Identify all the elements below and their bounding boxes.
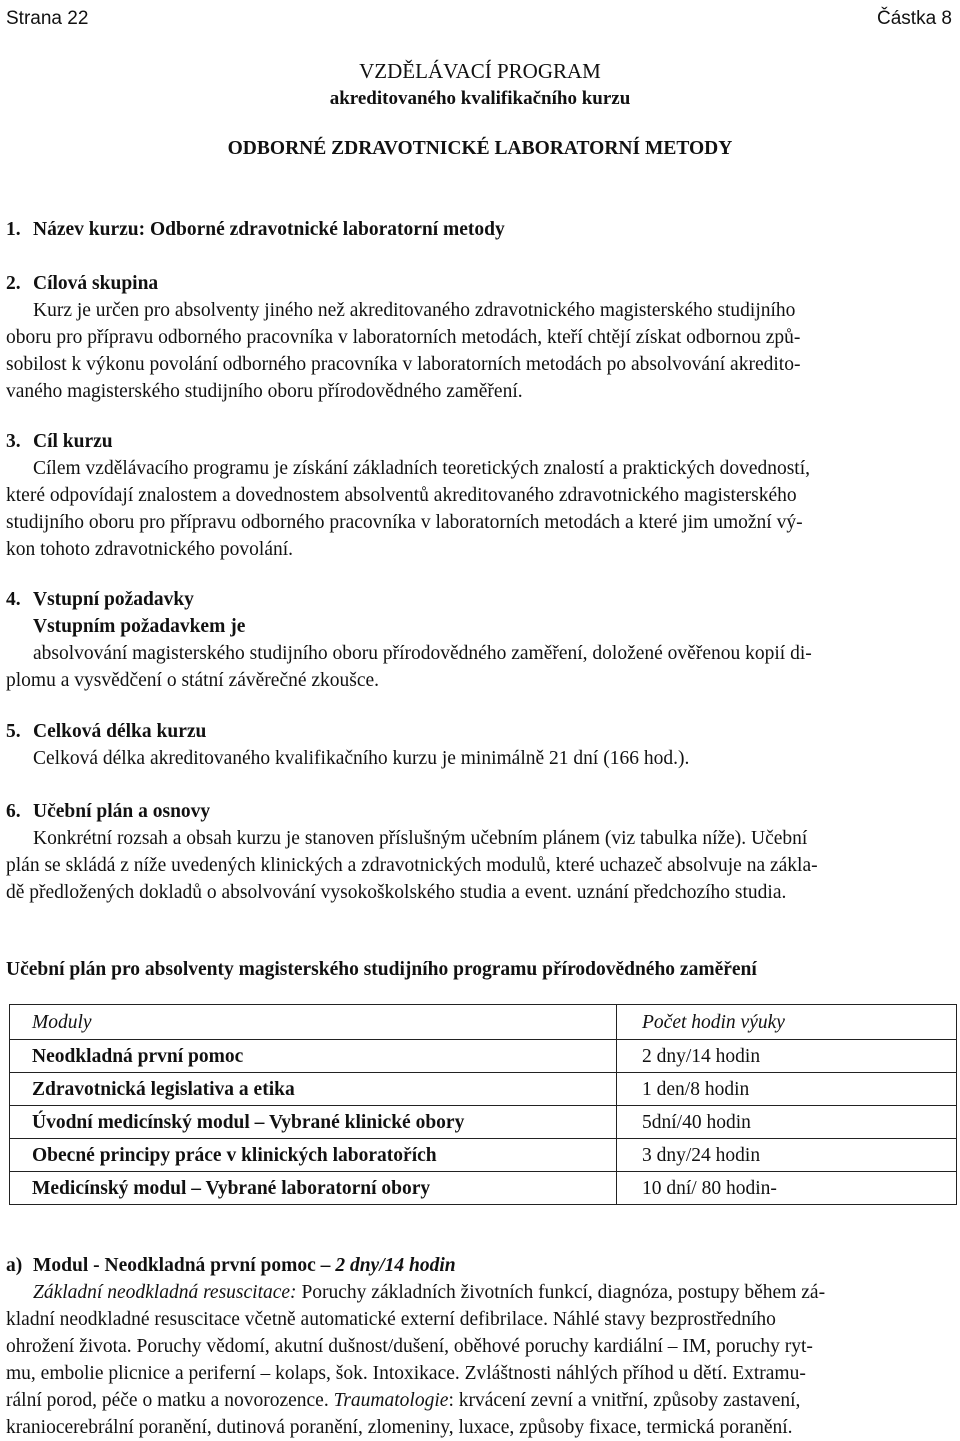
section-3-line: studijního oboru pro přípravu odborného pracovníka v laboratorních metodách a které jim umožní vý- [6, 512, 803, 533]
section-3-line: kon tohoto zdravotnického povolání. [6, 539, 294, 560]
table-row [10, 1139, 957, 1172]
section-3-line: Cílem vzdělávacího programu je získání základních teoretických znalostí a praktických dovedností, [33, 458, 811, 479]
module-a [6, 1252, 956, 1441]
column-header-hours: Počet hodin výuky [617, 1005, 957, 1040]
section-6-line: plán se skládá z níže uvedených klinických a zdravotnických modulů, které uchazeč absolvuje na zákla- [6, 855, 818, 876]
module-name: Neodkladná první pomoc [10, 1040, 617, 1073]
curriculum-table [9, 1004, 957, 1205]
section-2-line: Kurz je určen pro absolventy jiného než akreditovaného zdravotnického magisterského studijního [33, 300, 796, 321]
section-3-line: které odpovídají znalostem a dovednostem absolventů akreditovaného zdravotnického magisterského [6, 485, 797, 506]
module-a-title: a) Modul - Neodkladná první pomoc – 2 dny/14 hodin [6, 1255, 456, 1276]
module-hours: 10 dní/ 80 hodin- [617, 1172, 957, 1205]
section-5-title: 5. Celková délka kurzu [6, 721, 207, 742]
module-a-line: Základní neodkladná resuscitace: Poruchy základních životních funkcí, diagnóza, postupy během zá- [33, 1282, 826, 1303]
section-2-title: 2. Cílová skupina [6, 273, 159, 294]
table-row [10, 1040, 957, 1073]
section-6-line: Konkrétní rozsah a obsah kurzu je stanoven příslušným učebním plánem (viz tabulka níže). Učební [33, 828, 808, 849]
section-5-line: Celková délka akreditovaného kvalifikačního kurzu je minimálně 21 dní (166 hod.). [33, 748, 690, 769]
section-4-title: 4. Vstupní požadavky [6, 589, 194, 610]
table-row [10, 1073, 957, 1106]
program-subtitle: akreditovaného kvalifikačního kurzu [329, 88, 631, 109]
module-name: Obecné principy práce v klinických laboratořích [10, 1139, 617, 1172]
module-a-line: rální porod, péče o matku a novorozence. Traumatologie: krvácení zevní a vnitřní, způsoby zastavení, [6, 1390, 801, 1411]
module-hours: 2 dny/14 hodin [617, 1040, 957, 1073]
program-title: VZDĚLÁVACÍ PROGRAM [359, 59, 601, 83]
section-1-title: 1. Název kurzu: Odborné zdravotnické laboratorní metody [6, 219, 505, 240]
module-name: Úvodní medicínský modul – Vybrané klinické obory [10, 1106, 617, 1139]
section-2-line: oboru pro přípravu odborného pracovníka v laboratorních metodách, kteří chtějí získat odbornou způ- [6, 327, 801, 348]
table-row [10, 1106, 957, 1139]
column-header-modules: Moduly [10, 1005, 617, 1040]
module-a-line: kraniocerebrální poranění, dutinová poranění, zlomeniny, luxace, způsoby fixace, termická poranění. [6, 1417, 793, 1438]
section-4 [6, 586, 956, 694]
module-hours: 5dní/40 hodin [617, 1106, 957, 1139]
page-header [6, 4, 952, 32]
table-row [10, 1172, 957, 1205]
section-4-line: absolvování magisterského studijního oboru přírodovědného zaměření, doložené ověřenou kopií di- [33, 643, 812, 664]
module-a-line: ohrožení života. Poruchy vědomí, akutní dušnost/dušení, oběhové poruchy kardiální – IM, poruchy ryt- [6, 1336, 813, 1357]
section-1 [6, 216, 956, 243]
page-number: Strana 22 [6, 7, 89, 29]
module-name: Medicínský modul – Vybrané laboratorní obory [10, 1172, 617, 1205]
module-a-line: kladní neodkladné resuscitace včetně automatické externí defibrilace. Náhlé stavy bezprostředního [6, 1309, 776, 1330]
section-6-title: 6. Učební plán a osnovy [6, 801, 211, 822]
section-4-line: plomu a vysvědčení o státní závěrečné zkoušce. [6, 670, 380, 691]
part-number: Částka 8 [877, 7, 952, 29]
section-2-line: vaného magisterského studijního oboru přírodovědného zaměření. [6, 381, 523, 402]
module-a-line: mu, embolie plicnice a periferní – kolaps, šok. Intoxikace. Zvláštnosti náhlých příhod u dětí. Extramu- [6, 1363, 806, 1384]
module-name: Zdravotnická legislativa a etika [10, 1073, 617, 1106]
section-2-line: sobilost k výkonu povolání odborného pracovníka v laboratorních metodách po absolvování akredito- [6, 354, 801, 375]
plan-heading: Učební plán pro absolventy magisterského studijního programu přírodovědného zaměření [6, 959, 757, 980]
section-3 [6, 428, 956, 563]
course-name: ODBORNÉ ZDRAVOTNICKÉ LABORATORNÍ METODY [227, 138, 733, 159]
section-2 [6, 270, 956, 405]
section-3-title: 3. Cíl kurzu [6, 431, 113, 452]
section-5 [6, 718, 956, 772]
module-hours: 3 dny/24 hodin [617, 1139, 957, 1172]
section-6 [6, 798, 956, 906]
module-hours: 1 den/8 hodin [617, 1073, 957, 1106]
section-4-subtitle: Vstupním požadavkem je [33, 616, 246, 637]
table-header-row [10, 1005, 957, 1040]
section-6-line: dě předložených dokladů o absolvování vysokoškolského studia a event. uznání předchozího studia. [6, 882, 787, 903]
